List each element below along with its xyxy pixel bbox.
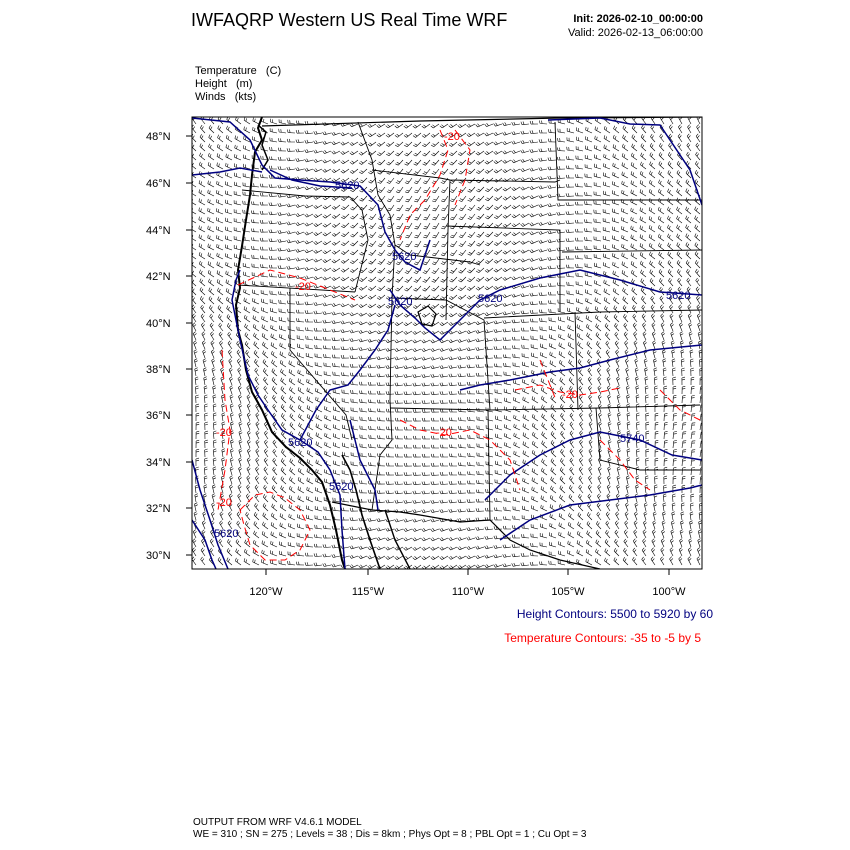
lat-label: 30°N <box>146 550 171 562</box>
lat-label: 38°N <box>146 364 171 376</box>
wind-barbs <box>190 116 704 570</box>
gulf-of-california-coast <box>342 455 380 569</box>
height-label: 5620 <box>329 481 354 493</box>
lon-label: 105°W <box>551 586 585 598</box>
lat-label: 42°N <box>146 271 171 283</box>
lat-label: 36°N <box>146 410 171 422</box>
lat-label: 34°N <box>146 457 171 469</box>
temp-label: -20 <box>295 281 311 293</box>
temp-label: -20 <box>436 427 452 439</box>
temp-label: -20 <box>216 497 232 509</box>
lat-label: 44°N <box>146 225 171 237</box>
temp-label: -20 <box>444 131 460 143</box>
lat-label: 46°N <box>146 178 171 190</box>
lon-label: 100°W <box>652 586 686 598</box>
height-label: 5620 <box>392 251 417 263</box>
longitude-axis <box>249 569 686 598</box>
temp-label: -20 <box>562 389 578 401</box>
pacific-coastline <box>236 117 345 569</box>
latitude-axis <box>146 131 192 562</box>
wind-barb-field <box>190 116 704 570</box>
mexico-mainland-coast <box>385 510 410 569</box>
height-contour-legend: Height Contours: 5500 to 5920 by 60 <box>516 607 713 621</box>
init-time: Init: 2026-02-10_00:00:00 <box>573 13 703 25</box>
lon-label: 110°W <box>451 586 485 598</box>
height-label: 5620 <box>288 437 313 449</box>
variable-temperature: Temperature (C) <box>195 65 282 77</box>
height-label: 5740 <box>620 433 645 445</box>
height-label: 5620 <box>335 180 360 192</box>
height-contour-labels <box>214 180 690 540</box>
valid-time: Valid: 2026-02-13_06:00:00 <box>568 27 703 39</box>
lon-label: 120°W <box>249 586 283 598</box>
map-features <box>192 117 702 569</box>
variable-height: Height (m) <box>195 78 253 90</box>
model-config: WE = 310 ; SN = 275 ; Levels = 38 ; Dis = 8km ; Phys Opt = 8 ; PBL Opt = 1 ; Cu Opt = 3 <box>193 829 587 840</box>
lon-label: 115°W <box>351 586 385 598</box>
height-label: 5620 <box>214 528 239 540</box>
temp-label: -20 <box>216 427 232 439</box>
map-title: IWFAQRP Western US Real Time WRF <box>191 10 508 30</box>
height-label: 5620 <box>666 290 691 302</box>
lat-label: 48°N <box>146 131 171 143</box>
temperature-contour-legend: Temperature Contours: -35 to -5 by 5 <box>504 631 701 645</box>
lat-label: 40°N <box>146 318 171 330</box>
variable-winds: Winds (kts) <box>195 91 257 103</box>
map-frame <box>192 117 702 569</box>
model-info: OUTPUT FROM WRF V4.6.1 MODEL <box>193 817 362 828</box>
lat-label: 32°N <box>146 503 171 515</box>
height-label: 5620 <box>388 296 413 308</box>
height-label: 5620 <box>478 293 503 305</box>
